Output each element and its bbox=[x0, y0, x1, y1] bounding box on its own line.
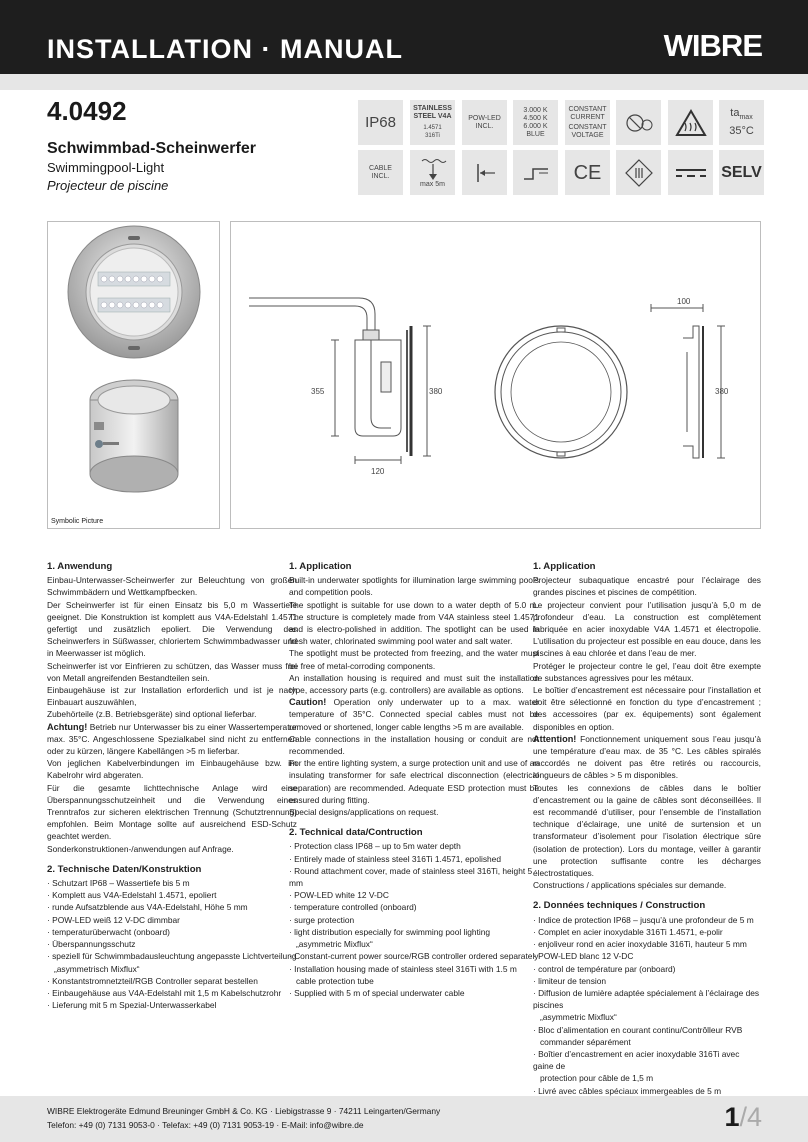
fr-paragraph: Le boîtier d’encastrement est nécessaire pour l’installation et doit être sélectionné en fonction du type d’encastrement ; des accessoires (par ex. équipements) sont également disponibles en option. bbox=[533, 685, 761, 732]
de-heading-application: 1. Anwendung bbox=[47, 561, 113, 572]
list-item: · Supplied with 5 m of special underwater cable bbox=[289, 987, 465, 998]
de-caution-paragraph: Achtung! Betrieb nur Unterwasser bis zu einer Wassertemperatur max. 35°C. Angeschlossene Spezialkabel sind nicht zu entfernen oder zu kürzen, längere Kabellängen >5 m lieferbar. bbox=[47, 721, 297, 757]
list-item: · Protection class IP68 – up to 5m water depth bbox=[289, 841, 461, 852]
product-photo-box bbox=[47, 221, 220, 529]
list-item: · POW-LED white 12 V-DC bbox=[289, 890, 389, 901]
ip68-icon: IP68 bbox=[358, 100, 403, 145]
ce-mark-icon: CE bbox=[565, 150, 610, 195]
de-heading-technical: 2. Technische Daten/Konstruktion bbox=[47, 863, 202, 875]
list-item: · Round attachment cover, made of stainless steel 316Ti, height 5 mm bbox=[289, 865, 533, 889]
list-item: · temperature controlled (onboard) bbox=[289, 902, 417, 913]
de-paragraph: Zubehörteile (z.B. Betriebsgeräte) sind optional lieferbar. bbox=[47, 709, 257, 720]
list-item: · control de température par (onboard) bbox=[533, 963, 676, 974]
list-item: protection pour câble de 1,5 m bbox=[533, 1073, 654, 1084]
protection-class-iii-icon bbox=[616, 150, 661, 195]
pow-led-icon: POW-LED INCL. bbox=[462, 100, 507, 145]
en-caution-paragraph: Caution! Operation only underwater up to a max. water temperature of 35°C. Connected special cables must not be removed or shortened, longer cable lengths >5 m are available. bbox=[289, 697, 539, 732]
en-spec-list bbox=[289, 840, 539, 999]
en-paragraph: The spotlight is suitable for use down to a water depth of 5.0 m. The structure is completely made from V4A stainless steel 1.4571 and is electro-polished in addition. The spotlight can be used in fresh water, chlorinated swimming pool water and salt water. bbox=[289, 599, 539, 647]
list-item: · enjoliveur rond en acier inoxydable 316Ti, hauteur 5 mm bbox=[533, 939, 747, 950]
de-paragraph: Für die gesamte lichttechnische Anlage wird eine Überspannungsschutzeinheit und die Verwendung eines Trenntrafos zur sicheren elektrischen Trennung (Schutztrennung) empfohlen. Beim Montage sollte auf ausreichend ESD-Schutz geachtet werden. bbox=[47, 782, 297, 842]
list-item: · Konstantstromnetzteil/RGB Controller separat bestellen bbox=[47, 975, 258, 986]
fr-caution-paragraph: Attention! Fonctionnement uniquement sous l’eau jusqu’à une température d’eau max. de 35 °C. Les câbles spiralés raccordés ne doivent pas être retirés ou raccourcis, longueurs de câbles > 5 m disponibles. bbox=[533, 733, 761, 781]
list-item: · Boîtier d’encastrement en acier inoxydable 316Ti avec gaine de bbox=[533, 1048, 740, 1072]
cable-included-icon: CABLE INCL. bbox=[358, 150, 403, 195]
wall-mount-arrow-icon bbox=[462, 150, 507, 195]
stainless-steel-icon: STAINLESS STEEL V4A 1.4571 316Ti bbox=[410, 100, 455, 145]
header-bar bbox=[0, 0, 808, 74]
header-strip bbox=[0, 74, 808, 90]
water-depth-icon: max 5m bbox=[410, 150, 455, 195]
product-photo bbox=[48, 222, 219, 512]
de-spec-list bbox=[47, 877, 297, 1011]
technical-drawing bbox=[231, 222, 760, 528]
list-item: · Indice de protection IP68 – jusqu’à une profondeur de 5 m bbox=[533, 914, 754, 925]
en-paragraph: Cable connections in the installation housing or conduit are not recommended. bbox=[289, 733, 539, 757]
de-paragraph: Scheinwerfer ist vor Einfrieren zu schützen, das Wasser muss frei von Metall angreifenden Bestandteilen sein. bbox=[47, 660, 297, 683]
en-paragraph: For the entire lighting system, a surge protection unit and use of an insulating transformer for safe electrical disconnection (electrical separation) are recommended. Adequate ESD protection must be ensured during fitting. bbox=[289, 758, 539, 805]
page-number: 1/4 bbox=[724, 1102, 762, 1132]
fr-paragraph: Constructions / applications spéciales sur demande. bbox=[533, 880, 727, 891]
list-item: · POW-LED blanc 12 V-DC bbox=[533, 951, 634, 962]
image-caption: Symbolic Picture bbox=[51, 518, 104, 525]
list-item: · Bloc d’alimentation en courant continu/Contrôlleur RVB bbox=[533, 1024, 743, 1035]
dimension-355: 355 bbox=[311, 387, 325, 396]
dimension-380-front: 380 bbox=[715, 387, 729, 396]
fr-paragraph: Projecteur subaquatique encastré pour l’éclairage des grandes piscines et piscines de compétition. bbox=[533, 575, 761, 598]
list-item: · Entirely made of stainless steel 316Ti 1.4571, epolished bbox=[289, 853, 501, 864]
list-item: · Complet en acier inoxydable 316Ti 1.4571, e-polir bbox=[533, 926, 723, 937]
fr-spec-list bbox=[533, 914, 761, 1097]
technical-drawing-box bbox=[230, 221, 761, 529]
list-item: · Schutzart IP68 – Wassertiefe bis 5 m bbox=[47, 878, 190, 889]
selv-icon: SELV bbox=[719, 150, 764, 195]
list-item: · Einbaugehäuse aus V4A-Edelstahl mit 1,5 m Kabelschutzrohr bbox=[47, 987, 282, 998]
constant-current-voltage-icon: CONSTANT CURRENT CONSTANT VOLTAGE bbox=[565, 100, 610, 145]
de-paragraph: Einbau-Unterwasser-Scheinwerfer zur Beleuchtung von großen Schwimmbädern und Wettkampfbecken. bbox=[47, 575, 297, 598]
list-item: „asymmetric Mixflux“ bbox=[533, 1012, 617, 1023]
fr-paragraph: Toutes les connexions de câbles dans le boîtier d’encastrement ou la gaine de câbles sont déconseillées. Il est recommandé d’utiliser, pour l’ensemble de l’installation technique d’éclairage, une unité de surtension et un transformateur d’isolement pour l’isolation électrique sûre (isolation de protection). Lors du montage, veiller à garantir une protection suffisante contre les décharges électrostatiques. bbox=[533, 782, 761, 879]
list-item: · runde Aufsatzblende aus V4A-Edelstahl, Höhe 5 mm bbox=[47, 902, 248, 913]
de-paragraph: Von jeglichen Kabelverbindungen im Einbaugehäuse bzw. im Kabelrohr wird abgeraten. bbox=[47, 758, 297, 781]
list-item: · Livré avec câbles spéciaux immergeables de 5 m bbox=[533, 1085, 722, 1096]
de-paragraph: Sonderkonstruktionen-/anwendungen auf Anfrage. bbox=[47, 843, 234, 854]
list-item: · limiteur de tension bbox=[533, 975, 607, 986]
dimension-100: 100 bbox=[677, 297, 691, 306]
no-touch-icon bbox=[616, 100, 661, 145]
product-name-en: Swimmingpool-Light bbox=[47, 160, 165, 175]
list-item: · Lieferung mit 5 m Spezial-Unterwasserkabel bbox=[47, 1000, 217, 1011]
fr-paragraph: Protéger le projecteur contre le gel, l’eau doit être exempte de substances agressives pour les métaux. bbox=[533, 660, 761, 683]
company-address: WIBRE Elektrogeräte Edmund Breuninger GmbH & Co. KG · Liebigstrasse 9 · 74211 Leingarten/Germany bbox=[47, 1106, 441, 1116]
color-temperature-icon: 3.000 K 4.500 K 6.000 K BLUE bbox=[513, 100, 558, 145]
list-item: · temperaturüberwacht (onboard) bbox=[47, 926, 170, 937]
list-item: · Überspannungsschutz bbox=[47, 939, 136, 950]
column-french bbox=[533, 561, 761, 1097]
list-item: · surge protection bbox=[289, 914, 355, 925]
list-item: „asymmetrisch Mixflux“ bbox=[47, 963, 140, 974]
list-item: · Komplett aus V4A-Edelstahl 1.4571, epoliert bbox=[47, 890, 217, 901]
en-paragraph: Special designs/applications on request. bbox=[289, 807, 439, 818]
fr-heading-technical: 2. Données techniques / Construction bbox=[533, 900, 706, 912]
en-paragraph: Built-in underwater spotlights for illumination large swimming pools and competition pools. bbox=[289, 575, 539, 598]
product-name-de: Schwimmbad-Scheinwerfer bbox=[47, 140, 256, 157]
product-number: 4.0492 bbox=[47, 96, 127, 126]
footer bbox=[0, 1096, 808, 1142]
list-item: · light distribution especially for swimming pool lighting bbox=[289, 926, 491, 937]
de-paragraph: Der Scheinwerfer ist für einen Einsatz bis 5,0 m Wassertiefe geeignet. Die Konstruktion ist komplett aus V4A-Edelstahl 1.4571 gefertigt und zusätzlich epoliert. Die Verwendung des Scheinwerfers in Süßwasser, chloriertem Schwimmbadwasser und in Meerwasser ist möglich. bbox=[47, 599, 297, 659]
list-item: · POW-LED weiß 12 V-DC dimmbar bbox=[47, 914, 180, 925]
column-german bbox=[47, 561, 297, 1011]
column-english bbox=[289, 561, 539, 999]
en-paragraph: The spotlight must be protected from freezing, and the water must be free of metal-corroding components. bbox=[289, 648, 539, 671]
hot-surface-warning-icon bbox=[668, 100, 713, 145]
en-paragraph: An installation housing is required and must suit the installation type, accessory parts (e.g. controllers) are available as options. bbox=[289, 672, 539, 696]
list-item: „asymmetric Mixflux“ bbox=[289, 939, 373, 950]
brand-logo: WIBRE bbox=[663, 28, 762, 63]
list-item: cable protection tube bbox=[289, 975, 374, 986]
list-item: · speziell für Schwimmbadausleuchtung angepasste Lichtverteilung bbox=[47, 951, 297, 962]
list-item: · Diffusion de lumière adaptée spécialement à l’éclairage des piscines bbox=[533, 987, 760, 1011]
dimension-120: 120 bbox=[371, 467, 385, 476]
list-item: commander séparément bbox=[533, 1036, 631, 1047]
direct-current-icon bbox=[668, 150, 713, 195]
recessed-mount-icon bbox=[513, 150, 558, 195]
de-paragraph: Einbaugehäuse ist zur Installation erforderlich und ist je nach Einbauart auszuwählen, bbox=[47, 685, 297, 708]
dimension-380-side: 380 bbox=[429, 387, 443, 396]
document-title: INSTALLATION · MANUAL bbox=[47, 34, 403, 64]
en-heading-application: 1. Application bbox=[289, 561, 352, 572]
fr-heading-application: 1. Application bbox=[533, 561, 596, 572]
list-item: · Constant-current power source/RGB controller ordered separately bbox=[289, 951, 539, 962]
en-heading-technical: 2. Technical data/Contruction bbox=[289, 827, 423, 839]
list-item: · Installation housing made of stainless steel 316Ti with 1.5 m bbox=[289, 963, 517, 974]
ambient-temperature-icon: $ta_{max}$ 35°C bbox=[719, 100, 764, 145]
fr-paragraph: Le projecteur convient pour l’utilisation jusqu’à 5,0 m de profondeur d’eau. La construction est complètement fabriquée en acier inoxydable V4A 1.4571 et électropolie. L’utilisation du projecteur est possible en eau douce, dans les piscines à eau chlorée et dans l’eau de mer. bbox=[533, 599, 761, 659]
company-contact: Telefon: +49 (0) 7131 9053-0 · Telefax: +49 (0) 7131 9053-19 · E-Mail: info@wibre.de bbox=[47, 1120, 364, 1130]
product-name-fr: Projecteur de piscine bbox=[47, 178, 169, 193]
